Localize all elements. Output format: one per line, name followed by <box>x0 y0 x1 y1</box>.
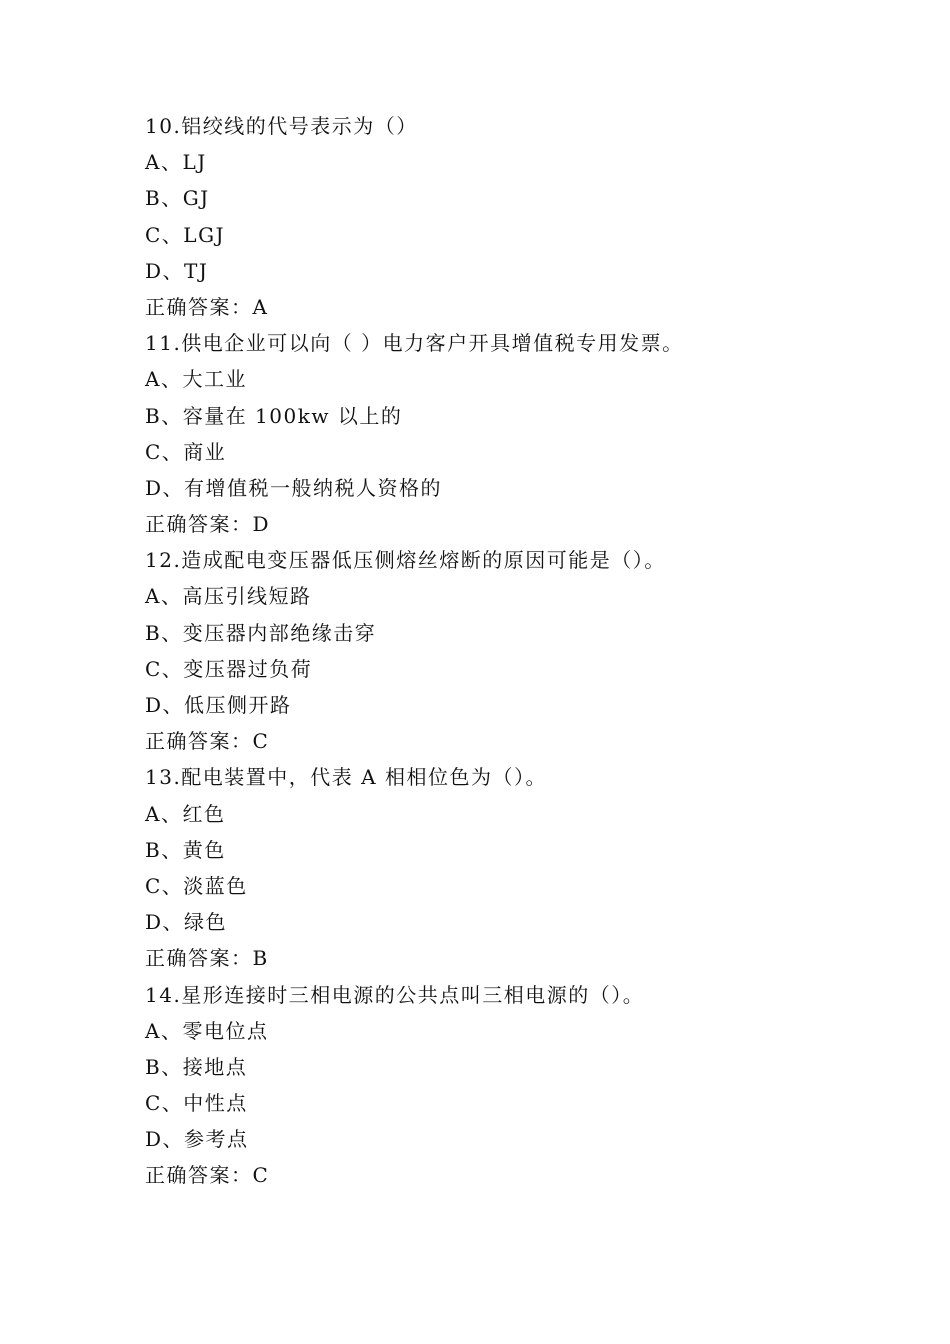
option-d: D、有增值税一般纳税人资格的 <box>145 475 443 500</box>
question-stem: 10.铝绞线的代号表示为（） <box>145 114 418 138</box>
option-d: D、低压侧开路 <box>145 693 292 717</box>
option-c: C、LGJ <box>145 222 226 247</box>
option-a: A、大工业 <box>145 367 247 392</box>
question-block <box>145 108 865 325</box>
question-block <box>145 759 865 976</box>
option-a: A、LJ <box>145 150 207 175</box>
option-b: B、变压器内部绝缘击穿 <box>145 620 377 645</box>
option-c: C、商业 <box>145 439 227 464</box>
question-block <box>145 977 865 1194</box>
correct-answer: 正确答案：A <box>145 294 269 319</box>
option-d: D、TJ <box>145 258 209 283</box>
correct-answer: 正确答案：C <box>145 729 270 754</box>
option-b: B、GJ <box>145 186 210 211</box>
option-a: A、零电位点 <box>145 1018 269 1043</box>
option-c: C、中性点 <box>145 1091 248 1116</box>
option-b: B、黄色 <box>145 837 226 862</box>
option-a: A、红色 <box>145 801 226 826</box>
option-b: B、容量在 100kw 以上的 <box>145 403 403 428</box>
option-a: A、高压引线短路 <box>145 584 312 609</box>
option-c: C、淡蓝色 <box>145 873 248 898</box>
question-stem: 14.星形连接时三相电源的公共点叫三相电源的（）。 <box>145 982 645 1007</box>
question-block <box>145 325 865 542</box>
question-stem: 11.供电企业可以向（ ）电力客户开具增值税专用发票。 <box>145 331 684 356</box>
correct-answer: 正确答案：D <box>145 512 271 537</box>
option-c: C、变压器过负荷 <box>145 656 313 681</box>
option-d: D、参考点 <box>145 1127 249 1152</box>
correct-answer: 正确答案：B <box>145 946 269 971</box>
question-stem: 12.造成配电变压器低压侧熔丝熔断的原因可能是（）。 <box>145 548 666 573</box>
option-b: B、接地点 <box>145 1054 248 1079</box>
option-d: D、绿色 <box>145 910 228 935</box>
question-stem: 13.配电装置中，代表 A 相相位色为（）。 <box>145 765 547 790</box>
question-block <box>145 542 865 759</box>
question-list <box>145 108 865 1194</box>
correct-answer: 正确答案：C <box>145 1163 270 1188</box>
